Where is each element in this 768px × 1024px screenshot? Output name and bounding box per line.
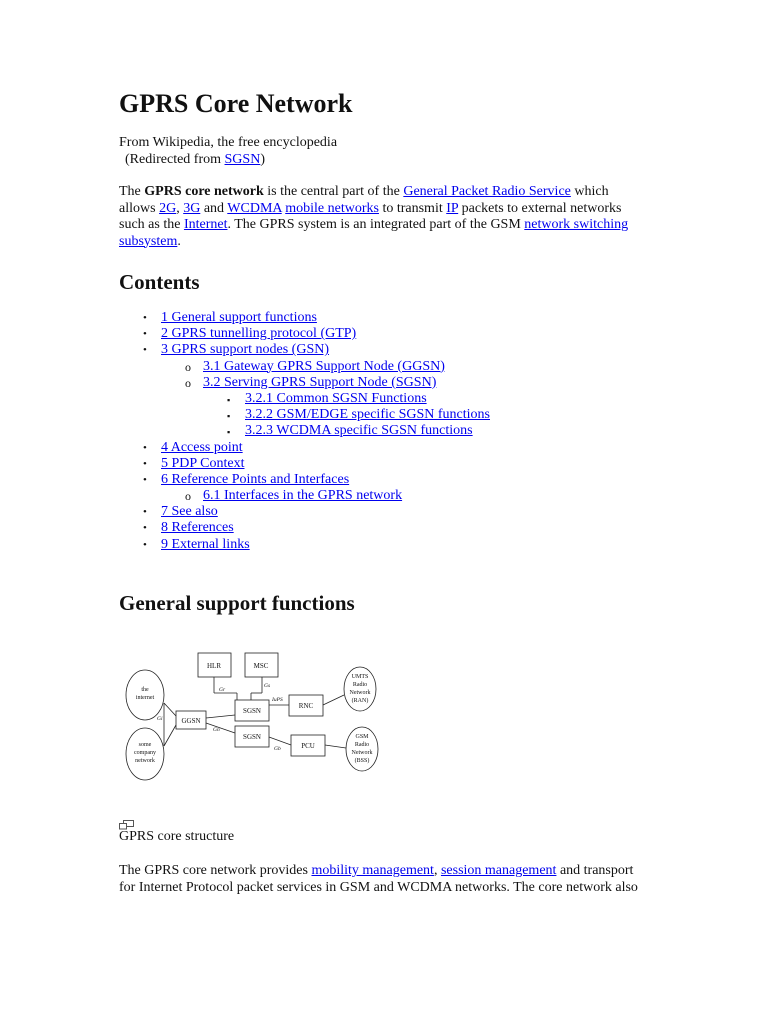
- toc-item: [119, 456, 579, 472]
- link-internet[interactable]: Internet: [183, 217, 228, 232]
- toc-item: [119, 326, 579, 342]
- toc-item: [119, 342, 579, 358]
- toc-bullet: •: [143, 344, 147, 357]
- toc-item: [119, 537, 579, 553]
- table-of-contents: [119, 310, 579, 553]
- body-line-2: for Internet Protocol packet services in GSM and WCDMA networks. The core network also: [119, 879, 638, 895]
- intro-text: allows: [119, 200, 160, 216]
- toc-item: [119, 407, 579, 423]
- toc-item: [119, 472, 579, 488]
- toc-link[interactable]: 7 See also: [161, 504, 218, 520]
- intro-text: packets to external networks: [458, 200, 622, 216]
- intro-line-4: [119, 234, 649, 251]
- link-mobility-management[interactable]: mobility management: [311, 863, 434, 878]
- intro-paragraph: [119, 184, 649, 250]
- redirect-prefix: (Redirected from: [125, 152, 225, 167]
- pcu-label: PCU: [301, 742, 315, 750]
- toc-link[interactable]: 3.2.3 WCDMA specific SGSN functions: [245, 423, 473, 439]
- intro-text: and: [200, 200, 228, 216]
- toc-bullet: •: [143, 457, 147, 470]
- intro-line-1: [119, 184, 649, 201]
- intro-line-2: [119, 201, 649, 218]
- section-heading-general-support-functions: General support functions: [119, 591, 355, 615]
- toc-link[interactable]: 8 References: [161, 520, 234, 536]
- intro-text: .: [177, 233, 181, 249]
- toc-item: [119, 423, 579, 439]
- internet-label-1: the: [141, 687, 149, 693]
- link-general-packet-radio-service[interactable]: General Packet Radio Service: [403, 184, 571, 199]
- toc-bullet: ▪: [227, 411, 231, 422]
- umts-label-3: Network: [349, 690, 371, 696]
- intro-text: ,: [176, 200, 184, 216]
- toc-bullet: ▪: [227, 427, 231, 438]
- toc-bullet: o: [185, 489, 191, 504]
- link-session-management[interactable]: session management: [440, 863, 557, 878]
- toc-link[interactable]: 2 GPRS tunnelling protocol (GTP): [161, 326, 357, 342]
- toc-link[interactable]: 3.2.1 Common SGSN Functions: [245, 390, 427, 406]
- toc-link[interactable]: 3.1 Gateway GPRS Support Node (GGSN): [203, 358, 445, 374]
- body-text: and transport: [556, 863, 634, 878]
- gprs-core-structure-diagram: [119, 645, 385, 785]
- toc-bullet: ▪: [227, 394, 231, 405]
- internet-label-2: internet: [135, 695, 155, 701]
- sgsn-lower-label: SGSN: [243, 733, 261, 741]
- toc-link[interactable]: 6 Reference Points and Interfaces: [161, 471, 350, 487]
- toc-item: [119, 520, 579, 536]
- redirect-suffix: ): [260, 152, 265, 167]
- company-label-2: company: [134, 750, 156, 756]
- link-network-switching-subsystem[interactable]: network switching: [524, 217, 629, 232]
- gsm-label-4: (BSS): [354, 758, 370, 764]
- umts-label-1: UMTS: [351, 674, 369, 680]
- gb-interface-label: Gb: [274, 746, 281, 752]
- link-wcdma[interactable]: WCDMA: [227, 200, 282, 216]
- link-ip[interactable]: IP: [446, 200, 459, 216]
- toc-item: [119, 375, 579, 391]
- toc-item: [119, 391, 579, 407]
- toc-bullet: o: [185, 375, 191, 390]
- gsm-label-2: Radio: [354, 742, 370, 748]
- intro-line-3: [119, 217, 649, 234]
- toc-link[interactable]: 4 Access point: [161, 439, 243, 455]
- toc-bullet: •: [143, 522, 147, 535]
- toc-item: [119, 488, 579, 504]
- toc-item: [119, 310, 579, 326]
- gsm-label-1: GSM: [355, 734, 369, 740]
- body-text: ,: [433, 863, 441, 878]
- msc-label: MSC: [253, 662, 269, 670]
- toc-link[interactable]: 5 PDP Context: [161, 455, 245, 471]
- toc-item: [119, 504, 579, 520]
- contents-heading: Contents: [119, 270, 200, 294]
- gn-interface-label: Gn: [213, 727, 220, 733]
- toc-link[interactable]: 3.2 Serving GPRS Support Node (SGSN): [203, 374, 437, 390]
- source-line: From Wikipedia, the free encyclopedia: [119, 135, 338, 150]
- sgsn-upper-label: SGSN: [243, 707, 261, 715]
- gs-interface-label: Gs: [264, 683, 271, 689]
- toc-link[interactable]: 1 General support functions: [161, 310, 317, 325]
- toc-bullet: •: [143, 328, 147, 341]
- toc-bullet: •: [143, 506, 147, 519]
- gr-interface-label: Gr: [219, 687, 226, 693]
- intro-bold-term: GPRS core network: [144, 184, 264, 199]
- gi-interface-label: Gi: [157, 716, 163, 722]
- intro-text: is the central part of the: [263, 184, 404, 199]
- link-network-switching-subsystem-cont[interactable]: subsystem: [119, 233, 178, 249]
- company-label-1: some: [138, 742, 152, 748]
- toc-link[interactable]: 9 External links: [161, 536, 250, 552]
- umts-label-2: Radio: [352, 682, 368, 688]
- link-mobile-networks[interactable]: mobile networks: [285, 200, 379, 216]
- umts-label-4: (RAN): [351, 698, 369, 704]
- intro-text: to transmit: [378, 200, 447, 216]
- link-2g[interactable]: 2G: [159, 200, 177, 216]
- redirect-note: [125, 152, 265, 169]
- toc-bullet: •: [143, 312, 147, 324]
- intro-text: such as the: [119, 217, 184, 232]
- toc-item: [119, 440, 579, 456]
- redirect-link-sgsn[interactable]: SGSN: [224, 152, 261, 167]
- toc-link[interactable]: 6.1 Interfaces in the GPRS network: [203, 488, 403, 504]
- company-label-3: network: [135, 758, 155, 764]
- toc-bullet: •: [143, 473, 147, 486]
- toc-bullet: •: [143, 441, 147, 454]
- intro-text: The: [119, 184, 145, 199]
- toc-bullet: •: [143, 538, 147, 551]
- gsm-label-3: Network: [351, 750, 373, 756]
- link-3g[interactable]: 3G: [183, 200, 201, 216]
- body-paragraph: [119, 863, 659, 896]
- diagram-caption: GPRS core structure: [119, 829, 235, 844]
- toc-bullet: o: [185, 359, 191, 374]
- toc-link[interactable]: 3 GPRS support nodes (GSN): [161, 342, 330, 358]
- ggsn-label: GGSN: [181, 717, 201, 725]
- iups-interface-label: IuPS: [272, 697, 283, 703]
- intro-text: . The GPRS system is an integrated part of the GSM: [227, 217, 525, 232]
- intro-text: which: [570, 184, 609, 199]
- toc-link[interactable]: 3.2.2 GSM/EDGE specific SGSN functions: [245, 407, 490, 423]
- rnc-label: RNC: [298, 702, 314, 710]
- toc-item: [119, 359, 579, 375]
- body-line-1: [119, 863, 659, 880]
- page-title: GPRS Core Network: [119, 89, 353, 118]
- hlr-label: HLR: [207, 662, 221, 670]
- body-text: The GPRS core network provides: [119, 863, 312, 878]
